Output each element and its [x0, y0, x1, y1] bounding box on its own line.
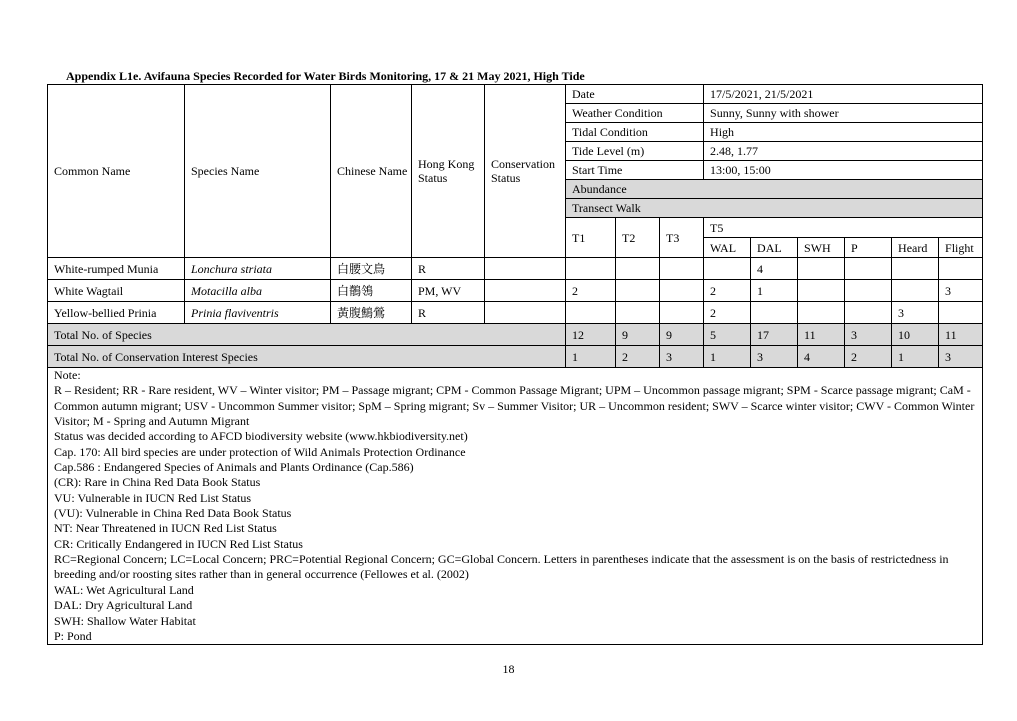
total-species-dal: 17 [751, 324, 798, 346]
cell-wal: 2 [704, 280, 751, 302]
hk-status: PM, WV [412, 280, 485, 302]
species-name: Lonchura striata [185, 258, 331, 280]
cell-t2 [616, 258, 660, 280]
species-name: Prinia flaviventris [185, 302, 331, 324]
condition-label-date: Date [566, 85, 704, 104]
species-name: Motacilla alba [185, 280, 331, 302]
common-name: Yellow-bellied Prinia [48, 302, 185, 324]
conservation-status [485, 302, 566, 324]
header-common-name: Common Name [48, 85, 185, 258]
cell-t2 [616, 302, 660, 324]
total-conservation-swh: 4 [798, 346, 845, 368]
chinese-name: 白腰文鳥 [331, 258, 412, 280]
cell-p [845, 302, 892, 324]
note-china-vu: (VU): Vulnerable in China Red Data Book Status [54, 506, 292, 521]
table-row [48, 258, 983, 280]
conservation-status [485, 258, 566, 280]
cell-p [845, 258, 892, 280]
total-species-flight: 11 [939, 324, 983, 346]
cell-dal: 1 [751, 280, 798, 302]
hk-status: R [412, 302, 485, 324]
total-conservation-wal: 1 [704, 346, 751, 368]
cell-swh [798, 280, 845, 302]
table-row [48, 280, 983, 302]
total-species-t3: 9 [660, 324, 704, 346]
table-row [48, 302, 983, 324]
header-t2: T2 [616, 218, 660, 258]
header-swh: SWH [798, 238, 845, 258]
cell-flight [939, 258, 983, 280]
chinese-name: 白鶺鴒 [331, 280, 412, 302]
totals-row-species [48, 324, 983, 346]
header-flight: Flight [939, 238, 983, 258]
condition-value-tidal: High [704, 123, 983, 142]
cell-t1 [566, 258, 616, 280]
transect-walk-label: Transect Walk [566, 199, 983, 218]
page-number: 18 [502, 662, 515, 676]
header-species-name: Species Name [185, 85, 331, 258]
total-conservation-heard: 1 [892, 346, 939, 368]
total-species-p: 3 [845, 324, 892, 346]
condition-value-date: 17/5/2021, 21/5/2021 [704, 85, 983, 104]
note-status-codes: R – Resident; RR - Rare resident, WV – Winter visitor; PM – Passage migrant; CPM - Common Passage Migrant; UPM – Uncommon passage migrant; SPM - Scarce passage migrant; CaM - Common autumn migrant; USV - Uncommon Summer visitor; SpM – Spring migrant; Sv – Summer Visitor; UR – Uncommon resident; SWV – Scarce winter visitor; CWV - Common Winter Visitor; M - Spring and Autumn Migrant [54, 383, 975, 429]
cell-wal: 2 [704, 302, 751, 324]
total-species-label: Total No. of Species [48, 324, 566, 346]
chinese-name: 黃腹鷦鶯 [331, 302, 412, 324]
cell-dal: 4 [751, 258, 798, 280]
totals-row-conservation [48, 346, 983, 368]
condition-value-weather: Sunny, Sunny with shower [704, 104, 983, 123]
total-conservation-flight: 3 [939, 346, 983, 368]
cell-swh [798, 258, 845, 280]
cell-t1 [566, 302, 616, 324]
header-p: P [845, 238, 892, 258]
cell-t3 [660, 280, 704, 302]
header-dal: DAL [751, 238, 798, 258]
total-conservation-t1: 1 [566, 346, 616, 368]
cell-heard [892, 258, 939, 280]
condition-value-start-time: 13:00, 15:00 [704, 161, 983, 180]
cell-t3 [660, 302, 704, 324]
cell-p [845, 280, 892, 302]
abundance-label: Abundance [566, 180, 983, 199]
common-name: White-rumped Munia [48, 258, 185, 280]
note-iucn-cr: CR: Critically Endangered in IUCN Red List Status [54, 536, 303, 551]
condition-label-start-time: Start Time [566, 161, 704, 180]
note-swh: SWH: Shallow Water Habitat [54, 613, 196, 628]
cell-t1: 2 [566, 280, 616, 302]
cell-swh [798, 302, 845, 324]
header-chinese-name: Chinese Name [331, 85, 412, 258]
note-wal: WAL: Wet Agricultural Land [54, 582, 194, 597]
common-name: White Wagtail [48, 280, 185, 302]
total-species-wal: 5 [704, 324, 751, 346]
notes-section [48, 368, 983, 645]
cell-flight: 3 [939, 280, 983, 302]
note-cap-586: Cap.586 : Endangered Species of Animals and Plants Ordinance (Cap.586) [54, 460, 414, 475]
total-species-t2: 9 [616, 324, 660, 346]
condition-label-tide-level: Tide Level (m) [566, 142, 704, 161]
condition-value-tide-level: 2.48, 1.77 [704, 142, 983, 161]
header-t1: T1 [566, 218, 616, 258]
note-status-source: Status was decided according to AFCD biodiversity website (www.hkbiodiversity.net) [54, 429, 468, 444]
total-species-t1: 12 [566, 324, 616, 346]
conservation-status [485, 280, 566, 302]
total-species-swh: 11 [798, 324, 845, 346]
cell-flight [939, 302, 983, 324]
note-heading: Note: [54, 368, 81, 382]
note-cap-170: Cap. 170: All bird species are under protection of Wild Animals Protection Ordinance [54, 444, 466, 459]
cell-heard: 3 [892, 302, 939, 324]
header-heard: Heard [892, 238, 939, 258]
total-conservation-p: 2 [845, 346, 892, 368]
header-wal: WAL [704, 238, 751, 258]
header-hk-status: Hong Kong Status [412, 85, 485, 258]
note-iucn-nt: NT: Near Threatened in IUCN Red List Status [54, 521, 277, 536]
total-conservation-t2: 2 [616, 346, 660, 368]
total-conservation-t3: 3 [660, 346, 704, 368]
avifauna-table [47, 84, 983, 645]
note-dal: DAL: Dry Agricultural Land [54, 598, 193, 613]
note-concern-codes: RC=Regional Concern; LC=Local Concern; PRC=Potential Regional Concern; GC=Global Concern. Letters in parentheses indicate that the assessment is on the basis of restrictedness in breeding and/or roosting sites rather than in general occurrence (Fellowes et al. (2002) [54, 552, 949, 582]
note-china-rare: (CR): Rare in China Red Data Book Status [54, 475, 261, 490]
condition-label-tidal: Tidal Condition [566, 123, 704, 142]
header-t5: T5 [704, 218, 983, 238]
note-iucn-vu: VU: Vulnerable in IUCN Red List Status [54, 490, 252, 505]
cell-t2 [616, 280, 660, 302]
note-pond: P: Pond [54, 628, 92, 643]
total-conservation-dal: 3 [751, 346, 798, 368]
cell-heard [892, 280, 939, 302]
total-conservation-label: Total No. of Conservation Interest Species [48, 346, 566, 368]
header-conservation-status: Conservation Status [485, 85, 566, 258]
table-caption: Appendix L1e. Avifauna Species Recorded for Water Birds Monitoring, 17 & 21 May 2021, High Tide [66, 69, 585, 83]
cell-wal [704, 258, 751, 280]
cell-t3 [660, 258, 704, 280]
cell-dal [751, 302, 798, 324]
condition-label-weather: Weather Condition [566, 104, 704, 123]
total-species-heard: 10 [892, 324, 939, 346]
hk-status: R [412, 258, 485, 280]
header-t3: T3 [660, 218, 704, 258]
